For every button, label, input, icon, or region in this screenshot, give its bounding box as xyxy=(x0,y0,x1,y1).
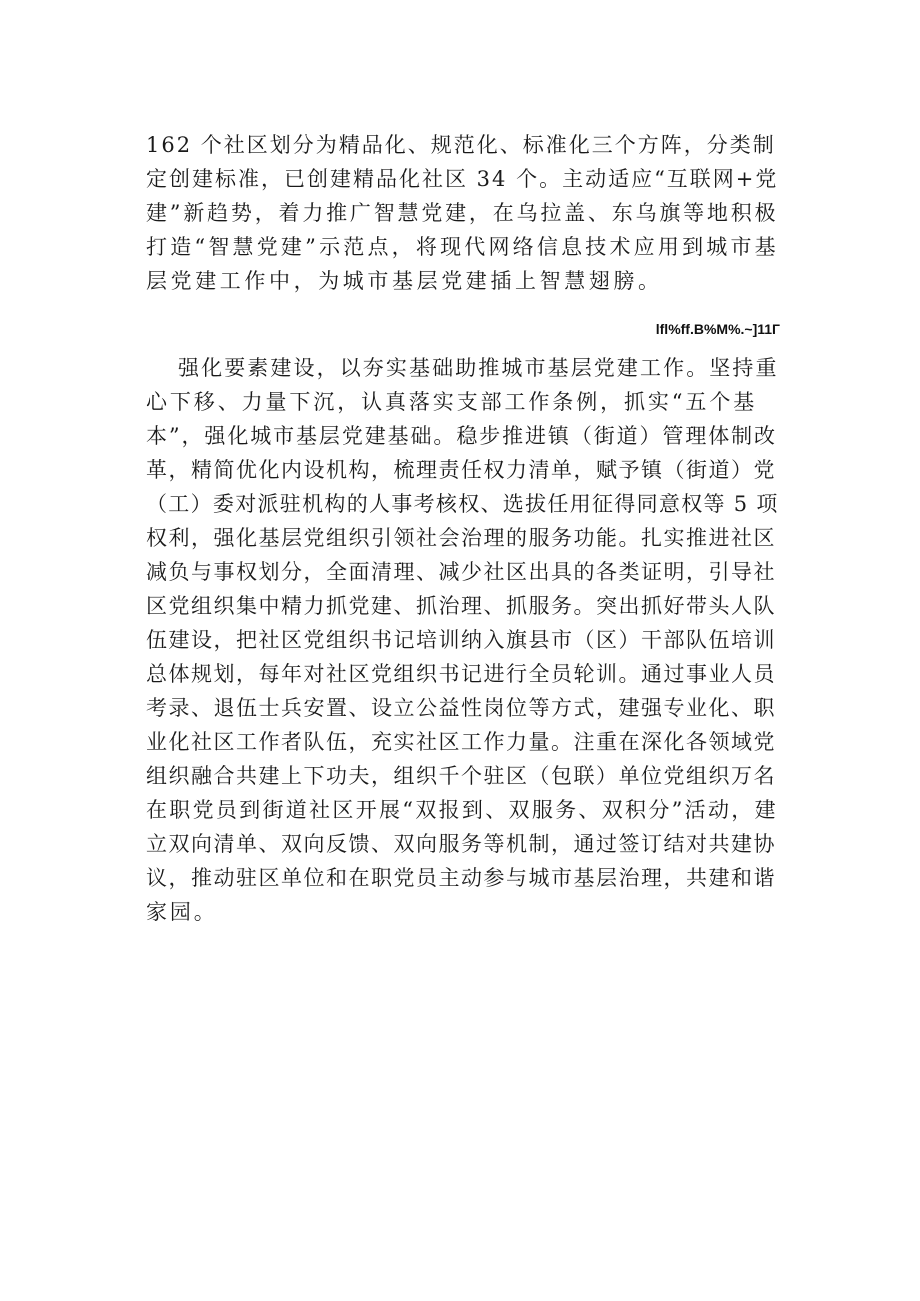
paragraph-line: 本”，强化城市基层党建基础。稳步推进镇（街道）管理体制改 xyxy=(146,424,777,448)
paragraph-line: 考录、退伍士兵安置、设立公益性岗位等方式，建强专业化、职 xyxy=(146,696,776,720)
paragraph-line: 定创建标准，已创建精品化社区 34 个。主动适应“互联网+党 xyxy=(146,167,779,191)
paragraph-line: 组织融合共建上下功夫，组织千个驻区（包联）单位党组织万名 xyxy=(146,764,776,788)
paragraph-line: 伍建设，把社区党组织书记培训纳入旗县市（区）干部队伍培训 xyxy=(146,628,776,652)
paragraph-line: 总体规划，每年对社区党组织书记进行全员轮训。通过事业人员 xyxy=(146,662,776,686)
paragraph-line: 打造“智慧党建”示范点，将现代网络信息技术应用到城市基 xyxy=(146,235,779,259)
paragraph-line: 建”新趋势，着力推广智慧党建，在乌拉盖、东乌旗等地积极 xyxy=(146,201,779,225)
garbled-heading: lfl%ff.B%M%.~]11Г xyxy=(655,321,780,337)
paragraph-line: 在职党员到街道社区开展“双报到、双服务、双积分”活动，建 xyxy=(146,798,778,822)
paragraph-line: 立双向清单、双向反馈、双向服务等机制，通过签订结对共建协 xyxy=(146,832,776,856)
paragraph-line: 强化要素建设，以夯实基础助推城市基层党建工作。坚持重 xyxy=(178,356,779,380)
paragraph-line: 心下移、力量下沉，认真落实支部工作条例，抓实“五个基 xyxy=(146,390,758,414)
paragraph-line: （工）委对派驻机构的人事考核权、选拔任用征得同意权等 5 项 xyxy=(146,492,779,516)
paragraph-line: 减负与事权划分，全面清理、减少社区出具的各类证明，引导社 xyxy=(146,560,776,584)
paragraph-line: 革，精简优化内设机构，梳理责任权力清单，赋予镇（街道）党 xyxy=(146,458,776,482)
paragraph-line: 区党组织集中精力抓党建、抓治理、抓服务。突出抓好带头人队 xyxy=(146,594,776,618)
paragraph-line: 162 个社区划分为精品化、规范化、标准化三个方阵，分类制 xyxy=(146,133,776,157)
paragraph-line: 家园。 xyxy=(146,900,218,924)
paragraph-line: 层党建工作中，为城市基层党建插上智慧翅膀。 xyxy=(146,269,663,293)
paragraph-line: 议，推动驻区单位和在职党员主动参与城市基层治理，共建和谐 xyxy=(146,866,776,890)
paragraph-line: 权利，强化基层党组织引领社会治理的服务功能。扎实推进社区 xyxy=(146,526,776,550)
paragraph-line: 业化社区工作者队伍，充实社区工作力量。注重在深化各领域党 xyxy=(146,730,776,754)
